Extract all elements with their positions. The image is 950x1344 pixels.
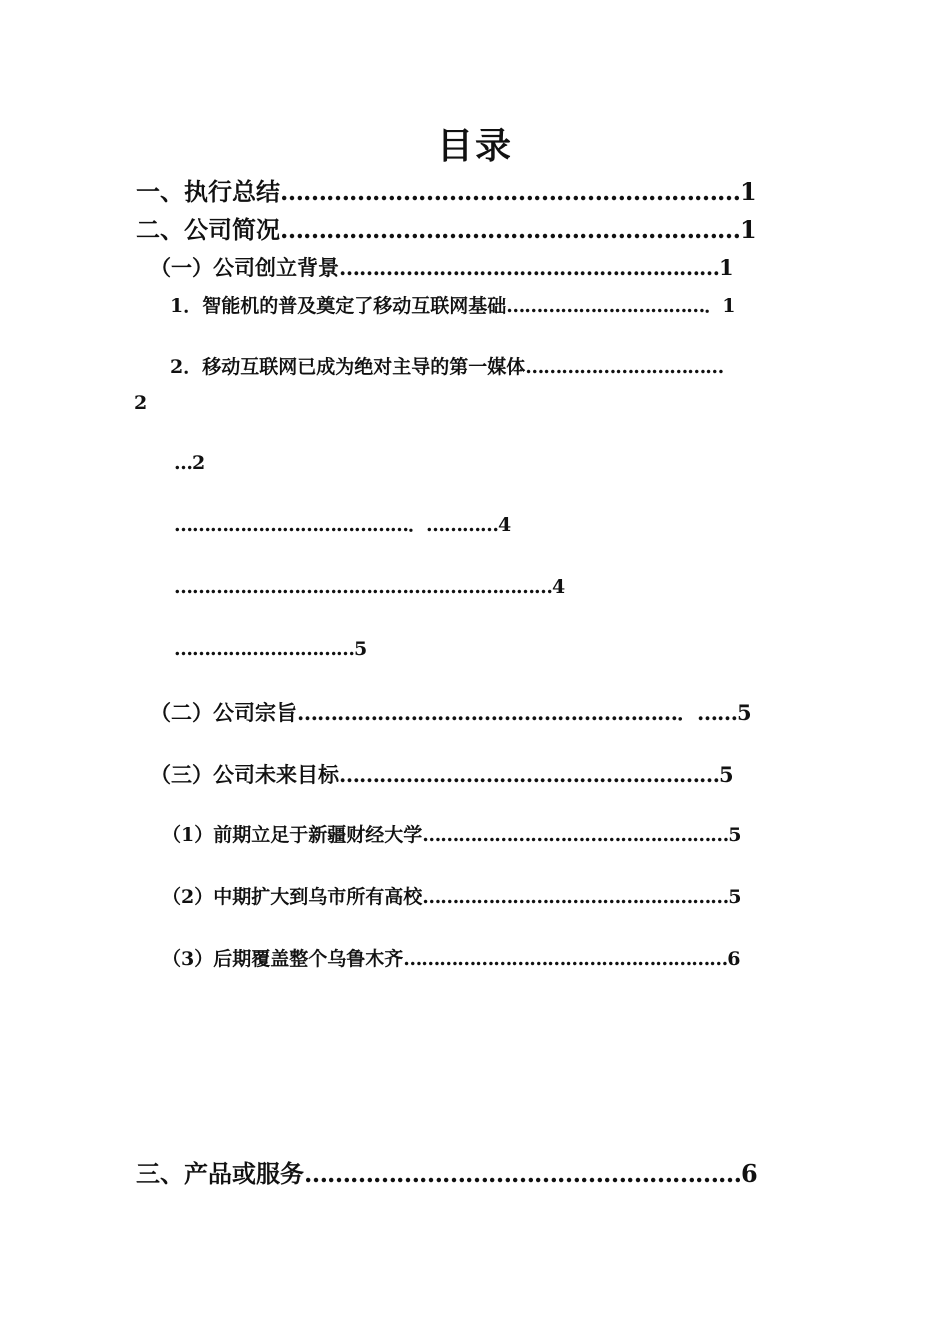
toc-entry-company-mission[interactable] (150, 702, 752, 723)
toc-leader: …………………………… (525, 356, 724, 378)
toc-leader: …………………………………………… (422, 886, 729, 908)
toc-fragment-entry[interactable] (174, 454, 205, 473)
toc-page-number: 2 (134, 392, 148, 414)
toc-page-number: 6 (741, 1159, 758, 1188)
toc-label: （一）公司创立背景 (150, 255, 339, 280)
toc-fragment-entry[interactable] (174, 578, 565, 597)
toc-entry-future-goals[interactable] (150, 764, 734, 785)
toc-fragment-entry[interactable] (174, 640, 367, 659)
toc-page-number: 5 (737, 700, 752, 725)
toc-page-number: 1 (719, 255, 734, 280)
toc-entry-products-services[interactable] (136, 1159, 758, 1188)
toc-page-number: 5 (728, 824, 742, 846)
toc-entry-goal-early[interactable] (162, 826, 741, 845)
toc-leader: ………………………… (174, 638, 354, 660)
toc-entry-company-overview[interactable] (136, 215, 757, 244)
toc-title: 目录 (436, 125, 513, 167)
toc-label: 二、公司简况 (136, 215, 280, 244)
toc-page-number: 1 (722, 295, 736, 317)
toc-leader: ……………………………． (506, 295, 723, 317)
toc-page-number: 4 (552, 576, 566, 598)
toc-leader: ………………………………………………… (304, 1159, 741, 1188)
toc-entry-goal-middle[interactable] (162, 888, 741, 907)
toc-entry-goal-late[interactable] (162, 950, 740, 969)
toc-leader: ……………………………………………………… (174, 576, 552, 598)
toc-label: （1）前期立足于新疆财经大学 (162, 824, 423, 846)
toc-label: 一、执行总结 (136, 177, 280, 206)
toc-leader: …………………………………………… (422, 824, 729, 846)
toc-label: （三）公司未来目标 (150, 762, 339, 787)
toc-label: （二）公司宗旨 (150, 700, 297, 725)
toc-page-number: 5 (728, 886, 742, 908)
toc-page-number: 5 (354, 638, 368, 660)
toc-leader: ………………………………………………… (339, 762, 719, 787)
toc-page-number: 5 (719, 762, 734, 787)
toc-label: （3）后期覆盖整个乌鲁木齐 (162, 948, 404, 970)
toc-page-number: 1 (740, 177, 757, 206)
toc-entry-execution-summary[interactable] (136, 177, 757, 206)
toc-entry-mobile-internet-media[interactable] (170, 358, 723, 377)
toc-leader: ………………………………………………… (339, 255, 719, 280)
toc-fragment-entry[interactable] (174, 516, 511, 535)
toc-label: （2）中期扩大到乌市所有高校 (162, 886, 423, 908)
toc-label: 2．移动互联网已成为绝对主导的第一媒体 (170, 356, 526, 378)
toc-page-number: 6 (727, 948, 741, 970)
toc-leader: …………………………………………………… (280, 177, 740, 206)
toc-page-number: 1 (740, 215, 757, 244)
toc-label: 1．智能机的普及奠定了移动互联网基础 (170, 295, 507, 317)
toc-entry-smartphone-popularity[interactable] (170, 297, 735, 316)
toc-leader: …………………………………………………．…… (297, 700, 737, 725)
toc-leader: …………………………………………………… (280, 215, 740, 244)
toc-leader: ……………………………………………… (403, 948, 728, 970)
toc-entry-founding-background[interactable] (150, 257, 734, 278)
toc-leader: …………………………………．………… (174, 514, 499, 536)
toc-page-number: 4 (498, 514, 512, 536)
toc-label: 三、产品或服务 (136, 1159, 304, 1188)
toc-leader: … (174, 452, 192, 474)
toc-page-number: 2 (192, 452, 206, 474)
